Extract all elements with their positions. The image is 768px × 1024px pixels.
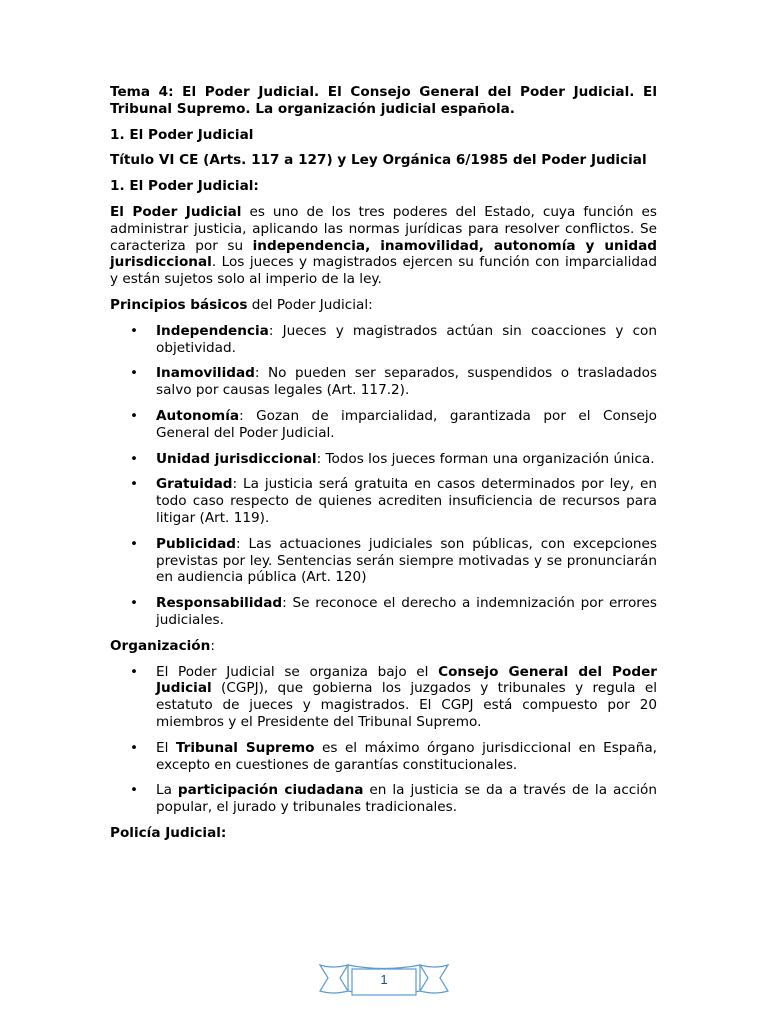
- principios-heading: [110, 297, 657, 314]
- bullet-icon: •: [130, 663, 139, 680]
- principle-term: Responsabilidad: [156, 595, 283, 612]
- principle-term: Gratuidad: [156, 476, 233, 493]
- intro-text-end: . Los jueces y magistrados ejercen su función con imparcialidad y están sujetos solo al imperio de la ley.: [110, 254, 657, 288]
- item-text: (CGPJ), que gobierna los juzgados y tribunales y regula el estatuto de jueces y magistrados. El CGPJ está compuesto por 20 miembros y el Presidente del Tribunal Supremo.: [156, 680, 657, 730]
- intro-paragraph: [110, 204, 657, 288]
- principle-term: Inamovilidad: [156, 365, 255, 382]
- bullet-icon: •: [130, 595, 139, 612]
- bullet-icon: •: [130, 782, 139, 799]
- bullet-icon: •: [130, 739, 139, 756]
- organizacion-label-rest: :: [210, 637, 215, 654]
- item-text: El Poder Judicial se organiza bajo el: [156, 663, 439, 680]
- bullet-icon: •: [130, 450, 139, 467]
- bullet-icon: •: [130, 476, 139, 493]
- item-text: en la justicia se da a través de la acción popular, el jurado y tribunales tradicionales.: [156, 782, 657, 816]
- organizacion-list: [110, 664, 657, 816]
- item-term: Tribunal Supremo: [175, 739, 315, 756]
- item-term: participación ciudadana: [177, 782, 364, 799]
- intro-text: es uno de los tres poderes del Estado, cuya función es administrar justicia, aplicando las normas jurídicas para resolver conflictos. Se caracteriza por su: [110, 203, 657, 254]
- principle-text: : No pueden ser separados, suspendidos o trasladados salvo por causas legales (Art. 117.2).: [156, 365, 657, 399]
- principios-list: [110, 323, 657, 629]
- bullet-icon: •: [130, 322, 139, 339]
- bullet-icon: •: [130, 535, 139, 552]
- list-item: [110, 740, 657, 774]
- item-text: es el máximo órgano jurisdiccional en España, excepto en cuestiones de garantías constitucionales.: [156, 739, 658, 773]
- list-item: [110, 451, 657, 468]
- principle-text: : Todos los jueces forman una organización única.: [316, 450, 655, 467]
- principle-text: : Se reconoce el derecho a indemnización por errores judiciales.: [156, 595, 657, 628]
- principle-term: Autonomía: [156, 407, 240, 424]
- intro-term: El Poder Judicial: [110, 203, 242, 220]
- list-item: [110, 476, 657, 526]
- principle-text: : Las actuaciones judiciales son públicas, con excepciones previstas por ley. Sentencias serán siempre motivadas y se pronunciarán en audiencia pública (Art. 120): [156, 535, 657, 586]
- document-body: [110, 84, 657, 851]
- item-text: La: [156, 782, 178, 799]
- principle-term: Independencia: [156, 322, 269, 339]
- organizacion-heading: [110, 638, 657, 655]
- section-heading: 1. El Poder Judicial: [110, 126, 254, 143]
- list-item: [110, 365, 657, 399]
- organizacion-label: Organización: [110, 637, 211, 654]
- list-item: [110, 536, 657, 586]
- bullet-icon: •: [130, 365, 139, 382]
- list-item: [110, 664, 657, 731]
- list-item: [110, 323, 657, 357]
- document-title: Tema 4: El Poder Judicial. El Consejo General del Poder Judicial. El Tribunal Supremo. La organización judicial española.: [110, 84, 657, 117]
- list-item: [110, 408, 657, 442]
- principle-term: Publicidad: [156, 535, 237, 552]
- item-term: Consejo General del Poder Judicial: [156, 663, 657, 697]
- page-number: 1: [380, 972, 388, 987]
- principle-text: : Gozan de imparcialidad, garantizada por el Consejo General del Poder Judicial.: [156, 407, 657, 441]
- principios-label: Principios básicos: [110, 296, 248, 313]
- list-item: [110, 782, 657, 816]
- principle-text: : La justicia será gratuita en casos determinados por ley, en todo caso respecto de quienes acrediten insuficiencia de recursos para litigar (Art. 119).: [156, 476, 657, 526]
- principios-label-rest: del Poder Judicial:: [247, 296, 373, 313]
- page-footer: [318, 962, 450, 998]
- list-item: [110, 595, 657, 629]
- legal-reference-heading: Título VI CE (Arts. 117 a 127) y Ley Orgánica 6/1985 del Poder Judicial: [110, 152, 647, 169]
- bullet-icon: •: [130, 407, 139, 424]
- intro-characteristics: independencia, inamovilidad, autonomía y unidad jurisdiccional: [110, 237, 657, 271]
- principle-text: : Jueces y magistrados actúan sin coacciones y con objetividad.: [156, 322, 657, 356]
- policia-heading: Policía Judicial:: [110, 824, 227, 841]
- principle-term: Unidad jurisdiccional: [156, 450, 317, 467]
- item-text: El: [156, 739, 176, 756]
- subsection-heading: 1. El Poder Judicial:: [110, 178, 259, 195]
